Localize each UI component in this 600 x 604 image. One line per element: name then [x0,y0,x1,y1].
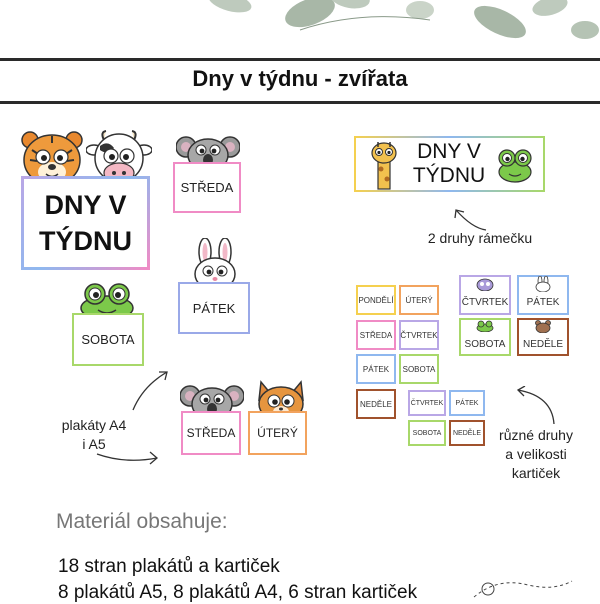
material-line-2: 8 plakátů A5, 8 plakátů A4, 6 stran kartiček [58,582,418,603]
mini-card-pondeli: PONDĚLÍ [356,285,396,315]
small-card-patek: PÁTEK [449,390,485,416]
note-cards [488,426,584,483]
poster-sobota: SOBOTA [72,313,144,366]
poster-patek: PÁTEK [178,282,250,334]
material-heading: Materiál obsahuje: [56,510,228,533]
poster-utery: ÚTERÝ [248,411,307,455]
poster-streda-top: STŘEDA [173,162,241,213]
owl-icon [476,277,494,291]
mini-card-utery: ÚTERÝ [399,285,439,315]
mini-card-streda: STŘEDA [356,320,396,350]
frog-icon-frame [495,146,535,184]
note-posters-line1: plakáty A4 [61,417,127,433]
rabbit-icon-small [534,276,552,292]
mini-card-nedele: NEDĚLE [356,389,396,419]
note-cards-line1: různé druhy [499,427,573,443]
arrow-to-cards [512,386,558,426]
poster-title-line1: DNY V [44,190,127,220]
eucalyptus-leaves-decoration [0,0,600,50]
note-cards-line3: kartiček [511,465,561,481]
frame-card-line1: DNY V [417,140,481,163]
small-card-ctvrtek: ČTVRTEK [408,390,446,416]
material-line-1: 18 stran plakátů a kartiček [58,556,280,577]
poster-title-line2: TÝDNU [39,226,132,256]
frame-card-line2: TÝDNU [412,164,486,187]
poster-streda-bottom: STŘEDA [181,411,241,455]
decorative-doodle [468,575,578,600]
arrows-to-posters [95,366,185,470]
page-title: Dny v týdnu - zvířata [192,66,408,91]
animal-card-sobota: SOBOTA [459,318,511,356]
animal-card-nedele: NEDĚLE [517,318,569,356]
animal-card-ctvrtek: ČTVRTEK [459,275,511,315]
mini-card-patek: PÁTEK [356,354,396,384]
frame-card-text [404,140,494,188]
note-posters-line2: i A5 [82,436,106,452]
mini-card-sobota: SOBOTA [399,354,439,384]
top-rule [0,58,600,61]
mini-card-ctvrtek: ČTVRTEK [399,320,439,350]
small-card-nedele: NEDĚLE [449,420,485,446]
small-card-sobota: SOBOTA [408,420,446,446]
giraffe-icon [364,139,402,191]
note-cards-line2: a velikosti [505,446,567,462]
frog-icon-small [476,320,494,332]
title-bottom-rule [0,101,600,104]
poster-dny-v-tydnu [21,176,150,270]
note-frames: 2 druhy rámečku [427,230,533,246]
animal-card-patek: PÁTEK [517,275,569,315]
bear-icon-small [534,320,552,333]
